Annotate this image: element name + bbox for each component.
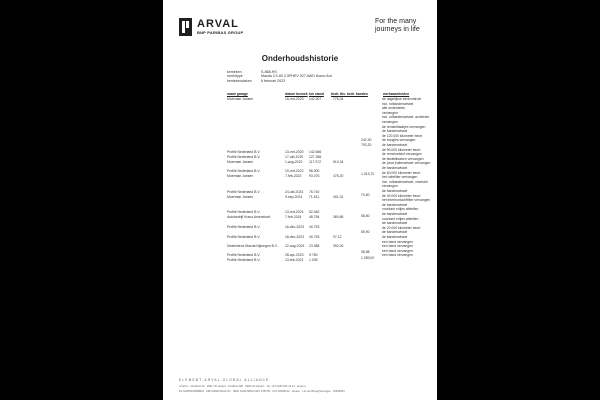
row-garage-name: Profile Nederland B.V.	[227, 155, 261, 159]
work-item: de remsteltaakjes vervangen	[382, 124, 426, 129]
work-item: de steabilisatorn vervangen	[382, 156, 424, 161]
work-item: het ruitefilter vervangen	[382, 175, 418, 180]
row-km-stand: 142.307	[309, 97, 322, 101]
row-km-stand: 1.035	[309, 258, 318, 262]
column-km: km stand	[309, 92, 324, 96]
work-item: incl. rolbandenwissel, vloeistof	[382, 179, 428, 184]
row-garage-name: Profile Nederland B.V.	[227, 253, 261, 257]
row-garage-name: Moerman Jansen	[227, 195, 254, 199]
row-visit-date: 13-mrt-2024	[285, 210, 304, 214]
work-item: alle onderdelen	[382, 106, 406, 111]
work-item: de bandenwissel	[382, 166, 408, 170]
column-work: werkzaamheden	[383, 92, 410, 96]
tire-cost: 792,20	[361, 143, 372, 147]
work-item: de bougies vervangen	[382, 138, 416, 143]
work-item: de 40.000 kilometer beurt	[382, 193, 421, 198]
work-item: vervangen	[382, 184, 398, 189]
meta-row: merk/type Mazda CX-60 2.5PHEV 327 AWD Homu Aut.	[227, 74, 333, 79]
row-visit-date: 13-mrt-2020	[285, 150, 304, 154]
row-km-stand: 48.784	[309, 215, 320, 219]
row-km-stand: 71.611	[309, 195, 320, 199]
row-garage-name: Profile Nederland B.V.	[227, 225, 261, 229]
work-item: de dagelijkse eindcontrole	[382, 97, 422, 101]
row-garage-name: Profile Nederland B.V.	[227, 210, 261, 214]
work-item: incl. rolbandenwissel	[382, 101, 414, 106]
work-item: de remvloeistof vervangen	[382, 152, 422, 157]
vehicle-meta	[227, 70, 333, 83]
row-visit-date: 1-aug-2022	[285, 160, 303, 164]
footer-address: Arval bv · Duwboot 20 · 3991 CD Houten · Postbus 298 · 3990 GA Houten · Tel. +31 (0)30 602 44 44 · arval.nl	[179, 385, 306, 388]
work-item: voorkant rolljes afstellen	[382, 207, 419, 212]
document-title: Onderhoudshistorie	[261, 54, 339, 63]
brand-tagline: For the many journeys in life	[375, 18, 420, 33]
work-item: een band vervangen	[382, 248, 413, 253]
work-item: een band vervangen	[382, 253, 413, 258]
work-item: de 120.000 kilometer beurt	[382, 133, 423, 138]
tire-cost: 85,90	[361, 230, 370, 234]
work-item: vervangen	[382, 110, 398, 115]
work-item: de (voor)ruitenwisser vervangen	[382, 161, 431, 166]
arval-logo-mark-icon	[179, 18, 192, 36]
row-cost: 510,34	[333, 160, 344, 164]
work-item: de bandenwissel	[382, 202, 408, 207]
row-visit-date: 17-okt-2019	[285, 155, 304, 159]
work-item: de bandenwissel	[382, 129, 408, 134]
footer-alliance: ELEMENT-ARVAL GLOBAL ALLIANCE	[179, 378, 270, 382]
row-garage-name: Profile Nederland B.V.	[227, 235, 261, 239]
row-cost: 369,86	[333, 215, 344, 219]
row-visit-date: 16-mrt-2023	[285, 97, 304, 101]
row-visit-date: 16-dec-2023	[285, 225, 305, 229]
row-km-stand: 23.988	[309, 244, 320, 248]
work-item: de bandenwissel	[382, 235, 408, 239]
row-cost: 401,31	[333, 195, 344, 199]
work-item: de 90.000 kilometer beurt	[382, 147, 421, 152]
row-km-stand: 52.462	[309, 210, 320, 214]
row-visit-date: 22-aug-2023	[285, 244, 305, 248]
row-garage-name: Dealerdenz Mazda Nijmegen B.V.	[227, 244, 278, 248]
row-visit-date: 13-feb-2023	[285, 258, 304, 262]
row-km-stand: 93.076	[309, 174, 320, 178]
row-garage-name: Moerman Jansen	[227, 97, 254, 101]
meta-row: kenteken S-868-HS	[227, 70, 277, 74]
tire-cost: 38,88	[361, 250, 370, 254]
row-cost: 475,20	[333, 174, 344, 178]
row-visit-date: 24-okt-2024	[285, 190, 304, 194]
document-page	[163, 0, 437, 400]
arval-logo	[179, 18, 269, 40]
work-item: de 20.000 kilometer beurt	[382, 225, 421, 230]
tire-cost: 242,30	[361, 138, 372, 142]
work-item: de bandenwissel	[382, 189, 408, 193]
row-visit-date: 9-sep-2024	[285, 195, 303, 199]
row-garage-name: Autobedrijf Kraus Amersfoort	[227, 215, 271, 219]
row-visit-date: 16-dec-2023	[285, 235, 305, 239]
row-cost: 97,12	[333, 235, 342, 239]
row-garage-name: Profile Nederland B.V.	[227, 190, 261, 194]
row-km-stand: 96.000	[309, 169, 320, 173]
work-item: het interieurluchtfilter vervangen	[382, 198, 431, 203]
tire-cost: 1.013,70	[361, 172, 375, 176]
row-garage-name: Moerman Jansen	[227, 160, 254, 164]
row-km-stand: 117.972	[309, 160, 322, 164]
row-visit-date: 28-apr-2023	[285, 253, 304, 257]
row-garage-name: Profile Nederland B.V.	[227, 258, 261, 262]
footer-registration: De NL805663868B01 · ABN AMRO Bank NV · IBAN NL38 ABNA 0497 2783 55 · KvK 30096132 · Houten · Lid van Bovag/Vereniger · 30009694	[179, 390, 345, 393]
row-visit-date: 7-feb-2022	[285, 174, 302, 178]
column-name: naam garage	[227, 92, 248, 96]
work-item: voorkant rolljes afstellen	[382, 216, 419, 221]
row-km-stand: 9.780	[309, 253, 318, 257]
work-item: incl. rolbandenwissel, achterste	[382, 115, 430, 120]
tire-cost: 58,80	[361, 214, 370, 218]
work-item: de bandenwissel	[382, 212, 408, 216]
tire-cost: 70,60	[361, 193, 370, 197]
brand-subtitle: BNP PARIBAS GROUP	[197, 30, 244, 35]
work-item: een band vervangen	[382, 239, 413, 244]
tire-cost: 1.289,00	[361, 256, 375, 260]
work-item: vervangen	[382, 120, 398, 124]
column-cost: bedr. tbv. bedr. banden	[331, 92, 368, 96]
meta-row: kentekendatum 6 februari 2023	[227, 78, 286, 83]
row-garage-name: Profile Nederland B.V.	[227, 169, 261, 173]
row-km-stand: 76.740	[309, 190, 320, 194]
row-visit-date: 7-feb-2024	[285, 215, 302, 219]
row-km-stand: 142.656	[309, 150, 322, 154]
work-item: de bandenwissel	[382, 230, 408, 235]
brand-name: ARVAL	[197, 18, 239, 30]
row-cost: 392,00	[333, 244, 344, 248]
column-date: datum bezoek	[285, 92, 308, 96]
row-garage-name: Moerman Jansen	[227, 174, 254, 178]
row-garage-name: Profile Nederland B.V.	[227, 150, 261, 154]
work-item: de 60.000 kilometer beurt	[382, 170, 421, 175]
row-visit-date: 10-mrt-2022	[285, 169, 304, 173]
work-item: de bandenwissel	[382, 143, 408, 147]
row-km-stand: 40.753	[309, 235, 320, 239]
row-km-stand: 127.286	[309, 155, 322, 159]
work-item: een band vervangen	[382, 244, 413, 249]
work-item: de bandenwissel	[382, 221, 408, 226]
row-km-stand: 40.753	[309, 225, 320, 229]
row-cost: 776,04	[333, 97, 344, 101]
